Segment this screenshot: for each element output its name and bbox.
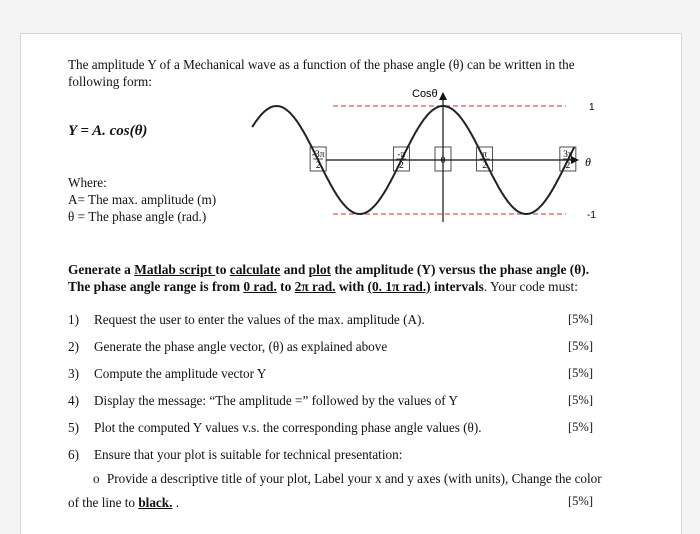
x-axis-label: θ: [585, 155, 591, 169]
tick-denominator: 2: [315, 161, 321, 171]
tick-numerator: π: [482, 150, 488, 160]
matlab-script-text: Matlab script: [134, 262, 216, 277]
formula: Y = A. cos(θ): [68, 123, 148, 139]
where-block: [68, 174, 216, 225]
tick-label: [310, 147, 326, 171]
list-item: 5): [68, 420, 79, 435]
intro-line-2: following form:: [68, 74, 152, 89]
intro-line-1: The amplitude Y of a Mechanical wave as a function of the phase angle (θ) can be written in the: [68, 57, 575, 72]
document-page: [20, 33, 682, 534]
bullet-marker: o: [93, 471, 100, 486]
sub-item-continuation: of the line to black. .: [68, 495, 179, 510]
mark-badge: [5%]: [568, 494, 593, 508]
mark-badge: [5%]: [568, 393, 593, 407]
sub-item-text: Provide a descriptive title of your plot, Label your x and y axes (with units), Change the color: [106, 471, 602, 486]
tick-denominator: 2: [565, 161, 571, 171]
list-item-text: Request the user to enter the values of the max. amplitude (A).: [94, 312, 425, 327]
list-item: 1): [68, 312, 79, 327]
tick-numerator: -π: [397, 150, 406, 160]
y-pos-label: 1: [589, 102, 595, 113]
tick-numerator: 3π: [563, 150, 573, 160]
list-item: 3): [68, 366, 79, 381]
where-title: Where:: [68, 175, 107, 190]
list-item: 4): [68, 393, 79, 408]
mark-badge: [5%]: [568, 366, 593, 380]
tick-numerator: 0: [440, 156, 446, 166]
sub-item: [93, 470, 653, 487]
task-statement: [68, 261, 668, 295]
list-item-text: Compute the amplitude vector Y: [94, 366, 267, 381]
list-item-text: Plot the computed Y values v.s. the corresponding phase angle values (θ).: [94, 420, 482, 435]
graph-title: Cosθ: [412, 88, 438, 100]
task-line-2: The phase angle range is from 0 rad. to 2π rad. with (0. 1π rad.) intervals. Your code must:: [68, 279, 578, 294]
list-item-text: Ensure that your plot is suitable for technical presentation:: [94, 447, 403, 462]
tick-numerator: -3π: [311, 150, 325, 160]
tick-denominator: 2: [482, 161, 488, 171]
mark-badge: [5%]: [568, 312, 593, 326]
y-neg-label: -1: [587, 210, 596, 221]
list-item: 2): [68, 339, 79, 354]
task-line-1: Generate a Matlab script to calculate and plot the amplitude (Y) versus the phase angle (θ).: [68, 262, 590, 277]
mark-badge: [5%]: [568, 420, 593, 434]
list-item-text: Display the message: “The amplitude =” followed by the values of Y: [94, 393, 459, 408]
intro-paragraph: [68, 56, 668, 90]
black-keyword: black.: [138, 495, 173, 510]
cosine-graph: [311, 86, 601, 231]
y-axis-arrow: [439, 92, 447, 100]
list-item: 6): [68, 447, 79, 462]
tick-denominator: 2: [398, 161, 404, 171]
list-item-text: Generate the phase angle vector, (θ) as explained above: [94, 339, 388, 354]
theta-definition: θ = The phase angle (rad.): [68, 209, 207, 224]
amplitude-definition: A= The max. amplitude (m): [68, 192, 217, 207]
mark-badge: [5%]: [568, 339, 593, 353]
